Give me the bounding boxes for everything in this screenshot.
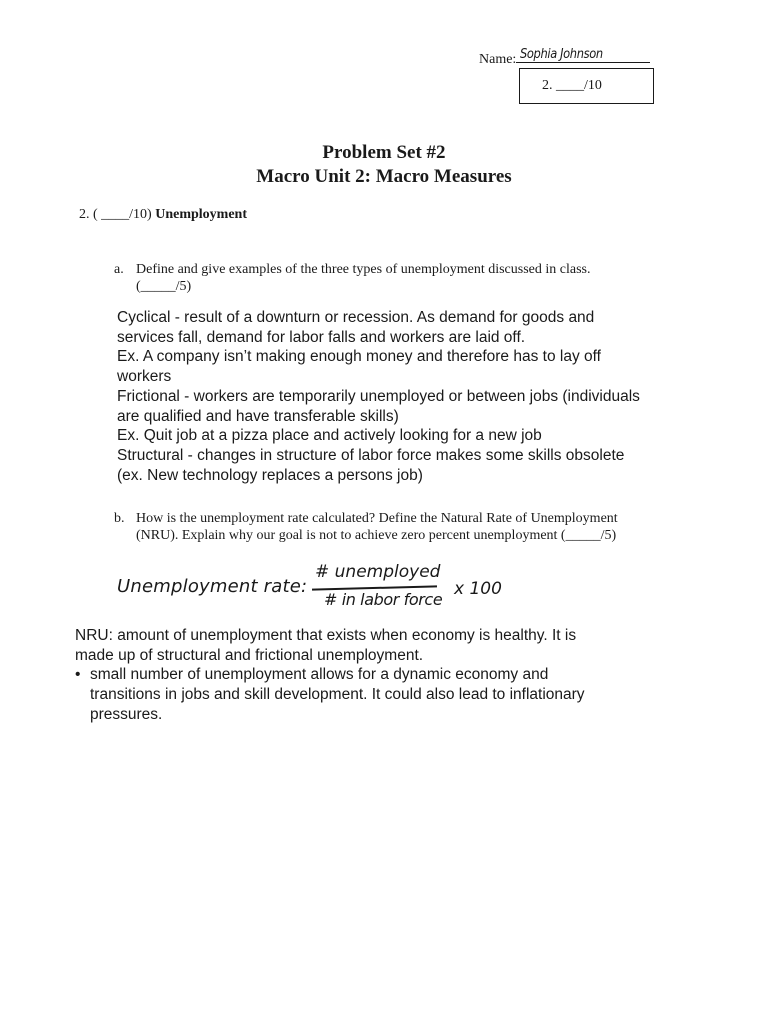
answer-line: Structural - changes in structure of labor force makes some skills obsolete (117, 446, 625, 464)
answer-line: Frictional - workers are temporarily unemployed or between jobs (individuals (117, 387, 640, 405)
part-a-letter: a. (114, 262, 124, 277)
answer-line: (ex. New technology replaces a persons job) (117, 466, 423, 484)
part-a-answer (117, 308, 677, 485)
formula-label: Unemployment rate: (117, 576, 308, 597)
nru-line: made up of structural and frictional unemployment. (75, 646, 424, 664)
formula-numerator: # unemployed (315, 562, 441, 582)
answer-line: services fall, demand for labor falls and workers are laid off. (117, 328, 526, 346)
formula-multiplier: x 100 (454, 579, 502, 599)
part-a-prompt-line: (_____/5) (136, 279, 192, 294)
answer-line: Cyclical - result of a downturn or recession. As demand for goods and (117, 309, 595, 326)
bullet-line: pressures. (90, 705, 163, 723)
name-field (479, 48, 650, 68)
bullet-item (75, 665, 655, 724)
score-box: 2. ____/10 (519, 68, 654, 104)
name-label: Name: (479, 52, 517, 67)
page-title: Problem Set #2 (322, 142, 446, 163)
question-topic: Unemployment (155, 207, 247, 222)
question-score: 2. ( ____/10) (79, 207, 156, 222)
bullet-line: small number of unemployment allows for a dynamic economy and (90, 666, 549, 684)
part-b-answer (75, 626, 655, 725)
bullet-icon: • (75, 666, 81, 684)
part-a-prompt (114, 261, 659, 295)
answer-line: are qualified and have transferable skills) (117, 407, 399, 425)
answer-line: Ex. Quit job at a pizza place and actively looking for a new job (117, 427, 542, 445)
page-subtitle: Macro Unit 2: Macro Measures (256, 166, 512, 187)
part-a-prompt-line: Define and give examples of the three types of unemployment discussed in class. (136, 262, 591, 277)
bullet-line: transitions in jobs and skill development. It could also lead to inflationary (90, 686, 585, 704)
part-b-prompt-line: (NRU). Explain why our goal is not to achieve zero percent unemployment (_____/5) (136, 528, 617, 543)
formula-denominator: # in labor force (324, 590, 443, 609)
answer-line: workers (117, 368, 172, 386)
student-name: Sophia Johnson (520, 47, 604, 62)
part-b-prompt (114, 510, 659, 544)
unemployment-rate-formula (115, 560, 515, 616)
nru-line: NRU: amount of unemployment that exists when economy is healthy. It is (75, 627, 577, 644)
answer-line: Ex. A company isn’t making enough money and therefore has to lay off (117, 348, 601, 366)
part-b-prompt-line: How is the unemployment rate calculated? Define the Natural Rate of Unemployment (136, 511, 618, 526)
name-line (516, 48, 650, 63)
question-header (79, 207, 247, 223)
part-b-letter: b. (114, 511, 125, 526)
